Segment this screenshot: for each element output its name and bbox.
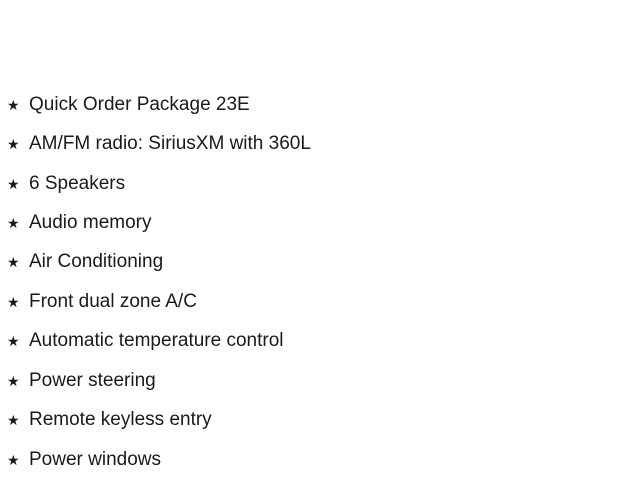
feature-label: Front dual zone A/C	[29, 290, 197, 312]
feature-item	[7, 322, 311, 361]
feature-label: AM/FM radio: SiriusXM with 360L	[29, 133, 311, 155]
feature-label: Audio memory	[29, 212, 152, 234]
feature-item	[7, 85, 311, 124]
feature-label: Power steering	[29, 369, 156, 391]
star-icon: ★	[7, 96, 20, 113]
feature-item	[7, 282, 311, 321]
star-icon: ★	[7, 215, 20, 232]
star-icon: ★	[7, 451, 20, 468]
feature-item	[7, 203, 311, 242]
feature-label: Quick Order Package 23E	[29, 93, 250, 115]
feature-item	[7, 124, 311, 163]
features-list	[7, 85, 311, 479]
feature-item	[7, 401, 311, 440]
feature-item	[7, 164, 311, 203]
star-icon: ★	[7, 293, 20, 310]
feature-item	[7, 243, 311, 282]
star-icon: ★	[7, 175, 20, 192]
feature-label: Automatic temperature control	[29, 330, 284, 352]
feature-item	[7, 440, 311, 479]
feature-label: Air Conditioning	[29, 251, 164, 273]
feature-item	[7, 361, 311, 400]
feature-label: Remote keyless entry	[29, 409, 212, 431]
star-icon: ★	[7, 136, 20, 153]
star-icon: ★	[7, 412, 20, 429]
star-icon: ★	[7, 372, 20, 389]
feature-label: 6 Speakers	[29, 172, 126, 194]
star-icon: ★	[7, 254, 20, 271]
feature-label: Power windows	[29, 448, 161, 470]
star-icon: ★	[7, 333, 20, 350]
